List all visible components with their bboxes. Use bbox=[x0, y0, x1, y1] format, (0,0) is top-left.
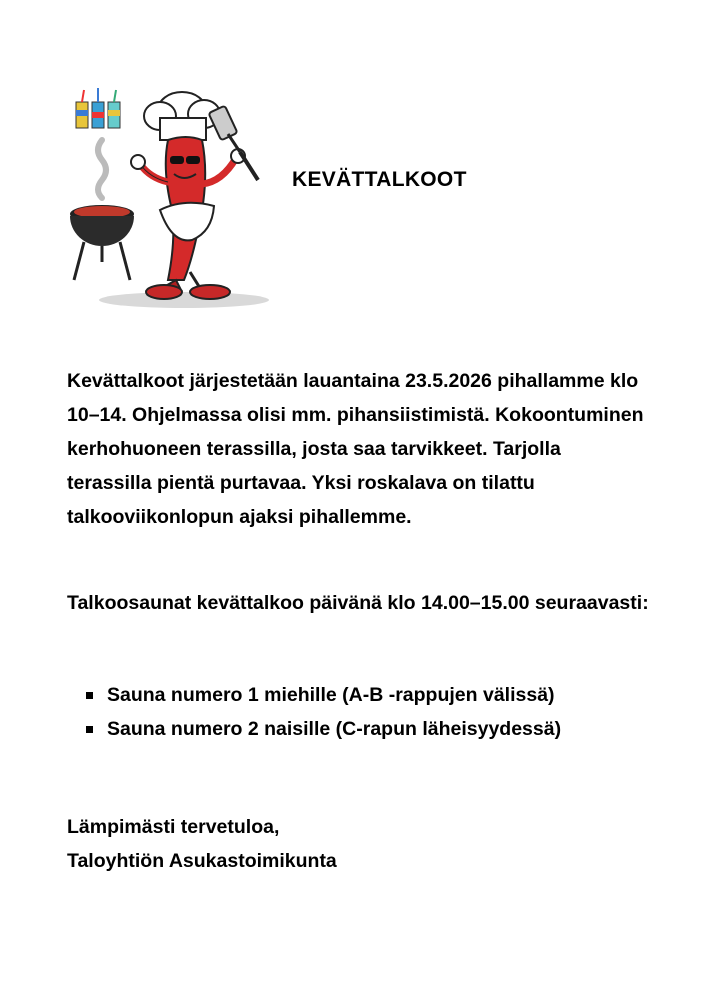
closing bbox=[67, 810, 337, 878]
sausage-chef-grill-icon bbox=[64, 82, 274, 310]
bullet-icon bbox=[86, 726, 93, 733]
signature: Taloyhtiön Asukastoimikunta bbox=[67, 850, 337, 872]
sausage-chef-illustration bbox=[64, 82, 274, 310]
grill-icon bbox=[70, 205, 134, 280]
sauna-list bbox=[86, 678, 561, 746]
greeting: Lämpimästi tervetuloa, bbox=[67, 816, 280, 838]
list-item-text: Sauna numero 1 miehille (A-B -rappujen välissä) bbox=[107, 684, 555, 706]
list-item bbox=[86, 712, 561, 746]
page-title: KEVÄTTALKOOT bbox=[292, 168, 467, 191]
drink-cups-icon bbox=[76, 88, 120, 128]
bullet-icon bbox=[86, 692, 93, 699]
intro-paragraph: Kevättalkoot järjestetään lauantaina 23.5.2026 pihallamme klo 10–14. Ohjelmassa olisi mm. pihansiistimistä. Kokoontuminen kerhohuoneen terassilla, josta saa tarvikkeet. Tarjolla terassilla pientä purtavaa. Yksi roskalava on tilattu talkooviikonlopun ajaksi pihallemme. bbox=[67, 370, 644, 528]
chef-hat-icon bbox=[144, 92, 220, 140]
list-item-text: Sauna numero 2 naisille (C-rapun läheisyydessä) bbox=[107, 718, 562, 740]
spatula-icon bbox=[209, 106, 258, 180]
sauna-intro-paragraph: Talkoosaunat kevättalkoo päivänä klo 14.00–15.00 seuraavasti: bbox=[67, 592, 649, 614]
list-item bbox=[86, 678, 561, 712]
